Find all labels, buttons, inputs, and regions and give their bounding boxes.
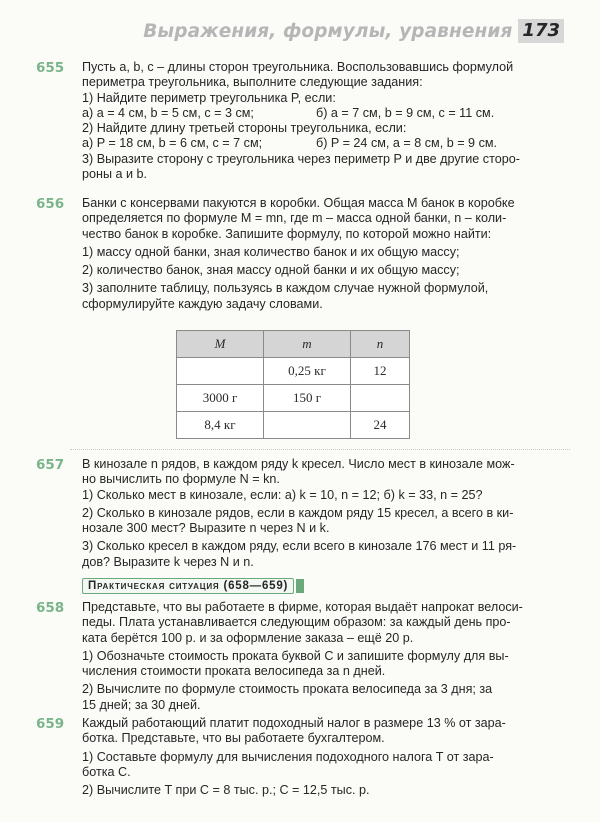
- task-line: ботка C.: [82, 764, 131, 779]
- chapter-title: Выражения, формулы, уравнения: [143, 20, 513, 42]
- task-line: 15 дней; за 30 дней.: [82, 697, 201, 712]
- task-option-a: а) a = 4 см, b = 5 см, c = 3 см;: [82, 105, 254, 120]
- page-number: 173: [518, 19, 564, 43]
- table-cell: 0,25 кг: [264, 358, 351, 385]
- task-line: 1) Сколько мест в кинозале, если: а) k = 10, n = 12; б) k = 33, n = 25?: [82, 487, 483, 502]
- table-header: n: [351, 331, 410, 358]
- table-row: [177, 358, 410, 385]
- task-item: 1) массу одной банки, зная количество банок и их общую массу;: [82, 244, 460, 259]
- task-line: 1) Составьте формулу для вычисления подоходного налога T от зара-: [82, 749, 494, 764]
- task-number: 655: [36, 60, 65, 76]
- table-cell: 150 г: [264, 385, 351, 412]
- table-cell: 24: [351, 412, 410, 439]
- task-line: 3) Сколько кресел в каждом ряду, если всего в кинозале 176 мест и 11 ря-: [82, 539, 517, 554]
- mass-table: [176, 330, 410, 439]
- task-line: роны a и b.: [82, 167, 148, 182]
- task-option-b: б) a = 7 см, b = 9 см, c = 11 см.: [316, 105, 495, 120]
- task-text: [82, 196, 568, 312]
- task-line: но вычислить по формуле N = kn.: [82, 472, 280, 487]
- task-number: 657: [36, 457, 65, 473]
- table-cell: [351, 385, 410, 412]
- task-text: [82, 60, 568, 182]
- task-line: 2) Найдите длину третьей стороны треугольника, если:: [82, 121, 407, 136]
- task-text: [82, 600, 568, 713]
- task-line: 1) Обозначьте стоимость проката буквой C и запишите формулу для вы-: [82, 648, 509, 663]
- task-number: 658: [36, 600, 65, 616]
- section-title: Практическая ситуация: [88, 579, 220, 592]
- task-row: [82, 106, 568, 121]
- task-line: педы. Плата устанавливается следующим образом: за каждый день про-: [82, 615, 511, 630]
- task-number: 659: [36, 716, 65, 732]
- section-practical-situation: [82, 577, 304, 594]
- task-text: [82, 457, 568, 570]
- task-line: 2) Сколько в кинозале рядов, если в каждом ряду 15 кресел, а всего в ки-: [82, 505, 514, 520]
- task-option-a: а) P = 18 см, b = 6 см, c = 7 см;: [82, 136, 263, 151]
- table-cell: 8,4 кг: [177, 412, 264, 439]
- section-label: [82, 578, 294, 594]
- task-line: периметра треугольника, выполните следующие задания:: [82, 75, 423, 90]
- task-number: 656: [36, 196, 65, 212]
- page-header: [143, 18, 564, 44]
- section-marker: [296, 579, 304, 593]
- task-line: В кинозале n рядов, в каждом ряду k кресел. Число мест в кинозале мож-: [82, 457, 515, 471]
- task-line: числения стоимости проката велосипеда за n дней.: [82, 664, 386, 679]
- task-option-b: б) P = 24 см, a = 8 см, b = 9 см.: [316, 136, 498, 151]
- task-item: 2) количество банок, зная массу одной банки и их общую массу;: [82, 263, 460, 278]
- task-line: 2) Вычислите по формуле стоимость проката велосипеда за 3 дня; за: [82, 682, 493, 697]
- table-row: [177, 385, 410, 412]
- task-line: Представьте, что вы работаете в фирме, которая выдаёт напрокат велоси-: [82, 600, 523, 614]
- task-line: ката берётся 100 р. и за оформление заказа – ещё 20 р.: [82, 630, 414, 645]
- table-row: [177, 412, 410, 439]
- table-cell: [264, 412, 351, 439]
- table-cell: 12: [351, 358, 410, 385]
- task-line: 1) Найдите периметр треугольника P, если:: [82, 90, 336, 105]
- table-header: m: [264, 331, 351, 358]
- task-line: Банки с консервами пакуются в коробки. Общая масса M банок в коробке: [82, 196, 515, 210]
- table-cell: 3000 г: [177, 385, 264, 412]
- table-header: M: [177, 331, 264, 358]
- task-line: Пусть a, b, c – длины сторон треугольника. Воспользовавшись формулой: [82, 60, 514, 74]
- task-line: 3) Выразите сторону c треугольника через периметр P и две другие сторо-: [82, 151, 520, 166]
- task-line: сформулируйте каждую задачу словами.: [82, 296, 323, 311]
- task-line: 2) Вычислите T при C = 8 тыс. р.; C = 12,5 тыс. р.: [82, 783, 370, 798]
- task-line: чество банок в коробке. Запишите формулу, по которой можно найти:: [82, 226, 492, 241]
- section-range: (658—659): [223, 579, 289, 592]
- task-line: ботка. Представьте, что вы работаете бухгалтером.: [82, 731, 385, 746]
- task-line: определяется по формуле M = mn, где m – масса одной банки, n – коли-: [82, 211, 507, 226]
- task-text: [82, 716, 568, 798]
- table-cell: [177, 358, 264, 385]
- task-line: Каждый работающий платит подоходный налог в размере 13 % от зара-: [82, 716, 506, 730]
- task-line: нозале 300 мест? Выразите n через N и k.: [82, 521, 330, 536]
- task-row: [82, 136, 568, 151]
- task-line: дов? Выразите k через N и n.: [82, 554, 254, 569]
- table-header-row: [177, 331, 410, 358]
- divider: [70, 449, 570, 450]
- task-item: 3) заполните таблицу, пользуясь в каждом случае нужной формулой,: [82, 281, 489, 296]
